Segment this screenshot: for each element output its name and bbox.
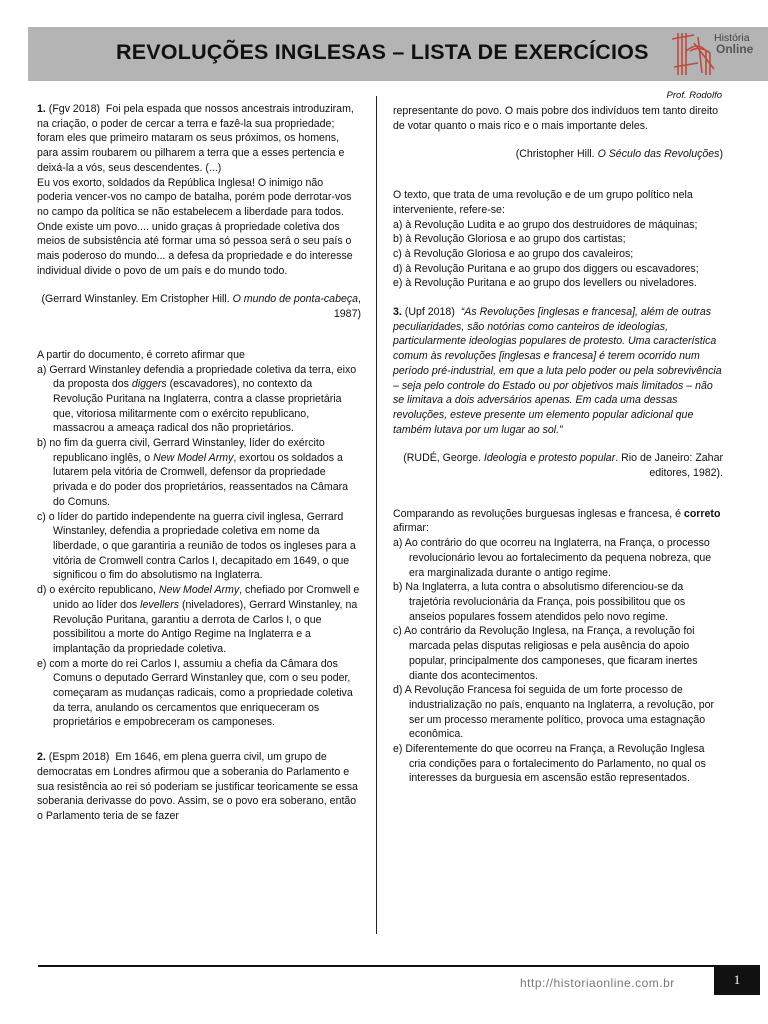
q1-opt-d-3: (niveladores), Gerrard Winstanley, na Revolução Puritana, garantiu a derrota de Carlos I, o que possibilitou a morte do Antigo Regime na Inglaterra e a implantação da propriedade coletiva. (53, 598, 358, 655)
q1-text-p3: Onde existe um povo.... unido graças à propriedade coletiva dos meios de subsistência até formar uma só pessoa será o seu país o mais poderoso do mundo... a defesa da propriedade e do interesse individual divide o povo de um país e do mundo todo. (37, 220, 353, 277)
q3-cite-a: (RUDÉ, George. (403, 452, 484, 465)
q1-option-d (37, 583, 361, 657)
q1-prompt: A partir do documento, é correto afirmar que (37, 348, 245, 361)
q1-cite-c: , 1987) (333, 293, 361, 321)
q3-option-c: c) Ao contrário da Revolução Inglesa, na França, a revolução foi marcada pelas disputas religiosas e pela ausência do apoio popular, principalmente dos camponeses, que ficaram inertes diante dos acontecimentos. (393, 625, 698, 682)
q2-option-a: a) à Revolução Ludita e ao grupo dos destruidores de máquinas; (393, 218, 698, 231)
q1-opt-a-it: diggers (131, 378, 167, 391)
q1-cite-b: O mundo de ponta-cabeça (232, 293, 359, 306)
q3-prompt-bold: correto (683, 507, 721, 520)
q2-cite-c: ) (719, 148, 723, 161)
q3-source: (Upf 2018) (404, 306, 455, 319)
q1-option-a (37, 363, 361, 437)
q1-citation (37, 292, 361, 321)
left-column (37, 102, 361, 824)
q1-opt-b-2: , exortou os soldados a lutarem pela vitória de Cromwell, defensor da propriedade privada e do poder dos proprietários, reassentados na Câmara do Comuns. (53, 451, 349, 508)
logo-line-1: História (714, 32, 750, 44)
q1-option-e: e) com a morte do rei Carlos I, assumiu a chefia da Câmara dos Comuns o deputado Gerrard Winstanley que, com o seu poder, começaram as mudanças radicais, como a propriedade coletiva da terra, anulando os cercamentos que enriqueceram os proprietários e empobreceram os camponeses. (37, 657, 353, 729)
page-number: 1 (714, 965, 760, 995)
q1-text-p1 (37, 102, 361, 176)
q2-option-b: b) à Revolução Gloriosa e ao grupo dos cartistas; (393, 233, 626, 246)
q3-option-e: e) Diferentemente do que ocorreu na França, a Revolução Inglesa cria condições para o fortalecimento do Parlamento, no qual os interesses da burguesia em ascensão estão representados. (393, 743, 706, 785)
q1-opt-d-it2: levellers (140, 598, 180, 611)
q1-opt-a-2: (escavadores), no contexto da Revolução Puritana na Inglaterra, contra a classe proprietária que, vitoriosa militarmente com o exército republicano, massacrou a ameaça radical dos não proprietários. (53, 378, 342, 435)
q2-option-c: c) à Revolução Gloriosa e ao grupo dos cavaleiros; (393, 247, 634, 260)
q2-cite-b: O Século das Revoluções (597, 148, 720, 161)
q2-text-left (37, 750, 361, 824)
q1-text-1: Foi pela espada que nossos ancestrais introduziram, na criação, o poder de cercar a terra e fazê-la sua propriedade; foram eles que primeiro mataram os seus próximos, os homens, para assim roubarem ou pilharem a terra que a esses pertencia e deixá-la a vós, seus descendentes. (...) (37, 103, 354, 174)
q3-statement (393, 305, 723, 437)
q3-quote: “As Revoluções [inglesas e francesa], além de outras peculiaridades, são notórias como canteiros de ideologias, particularmente ideologias populares de protesto. Uma característica comum às revoluções [inglesas e francesa] é terem ocorrido num período pré-industrial, em que a luta pelo poder ou pela sobrevivência – seja pelo controle do Estado ou por objetivos mais limitados – não se limitava a dois adversários apenas. Em cada uma dessas revoluções, esteve presente um elemento popular adicional que também lutava por um lugar ao sol.” (393, 306, 722, 436)
q3-option-b: b) Na Inglaterra, a luta contra o absolutismo diferenciou-se da trajetória revolucionária da França, pois possibilitou que os anseios populares fossem atendidos pelo novo regime. (393, 581, 686, 623)
q1-opt-d-it1: New Model Army (158, 584, 240, 597)
q3-cite-c: . Rio de Janeiro: Zahar editores, 1982). (615, 452, 723, 480)
q1-cite-a: (Gerrard Winstanley. Em Cristopher Hill. (41, 293, 233, 306)
q1-text-p2: Eu vos exorto, soldados da República Inglesa! O inimigo não poderia vencer-vos no campo de batalha, porém pode derrotar-vos no campo da política se não estabelecem a liberdade para todos. (37, 176, 352, 218)
q2-prompt: O texto, que trata de uma revolução e de um grupo político nela interveniente, refere-se: (393, 189, 693, 216)
logo-wordmark (714, 33, 753, 55)
q2-number: 2. (37, 751, 46, 764)
q1-opt-b-1: b) no fim da guerra civil, Gerrard Winstanley, líder do exército republicano inglês, o (37, 437, 325, 464)
q2-source: (Espm 2018) (48, 751, 110, 764)
right-column (393, 104, 723, 786)
logo-line-2: Online (716, 42, 754, 56)
q2-option-e: e) à Revolução Puritana e ao grupo dos levellers ou niveladores. (393, 277, 697, 290)
q1-opt-d-2: , chefiado por Cromwell e unido ao líder dos (53, 584, 360, 611)
q3-prompt-b: afirmar: (393, 522, 429, 535)
q2-cite-a: (Christopher Hill. (515, 148, 598, 161)
q1-option-c: c) o líder do partido independente na guerra civil inglesa, Gerrard Winstanley, defendia a propriedade coletiva em nome da liberdade, o que garantiria a reunião de todos os ingleses para a vitória de Cromwell contra Carlos I, decapitado em 1649, o que significou o fim do absolutismo na Inglaterra. (37, 510, 356, 582)
q1-opt-a-1: a) Gerrard Winstanley defendia a propriedade coletiva da terra, eixo da proposta dos (37, 363, 357, 391)
q1-option-b (37, 436, 361, 510)
q1-source: (Fgv 2018) (48, 103, 101, 115)
q1-opt-b-it: New Model Army (153, 451, 234, 464)
q2-text-1: Em 1646, em plena guerra civil, um grupo de democratas em Londres afirmou que a soberania do Parlamento e sua resistência ao rei só poderiam se justificar teoricamente se essa soberania derivasse do povo. Assim, se o povo era soberano, então o Parlamento teria de se fazer (37, 751, 358, 822)
author-name: Prof. Rodolfo (666, 90, 722, 101)
q3-option-a: a) Ao contrário do que ocorreu na Inglaterra, na França, o processo revolucionário levou ao fortalecimento da pequena nobreza, que era marginalizada durante o antigo regime. (393, 537, 712, 579)
header-bar (28, 27, 768, 81)
footer-url-link[interactable]: http://historiaonline.com.br (520, 976, 675, 990)
page-title: REVOLUÇÕES INGLESAS – LISTA DE EXERCÍCIOS (116, 40, 649, 64)
q3-number: 3. (393, 306, 402, 319)
column-divider (376, 96, 377, 934)
footer-rule (38, 965, 760, 967)
q2-text-right: representante do povo. O mais pobre dos indivíduos tem tanto direito de votar quanto o mais rico e o mais importante deles. (393, 105, 719, 132)
q1-number: 1. (37, 103, 46, 115)
q2-option-d: d) à Revolução Puritana e ao grupo dos diggers ou escavadores; (393, 262, 699, 275)
q1-opt-d-1: d) o exército republicano, (37, 584, 159, 597)
q3-prompt (393, 507, 723, 536)
q3-option-d: d) A Revolução Francesa foi seguida de um forte processo de industrialização no país, enquanto na Inglaterra, a revolução, por ser um processo meramente político, provoca uma estagnação econômica. (393, 684, 715, 741)
q3-citation (393, 451, 723, 480)
q2-citation (393, 147, 723, 162)
q3-cite-b: Ideologia e protesto popular (483, 452, 616, 465)
q3-prompt-a: Comparando as revoluções burguesas inglesas e francesa, é (393, 507, 684, 520)
